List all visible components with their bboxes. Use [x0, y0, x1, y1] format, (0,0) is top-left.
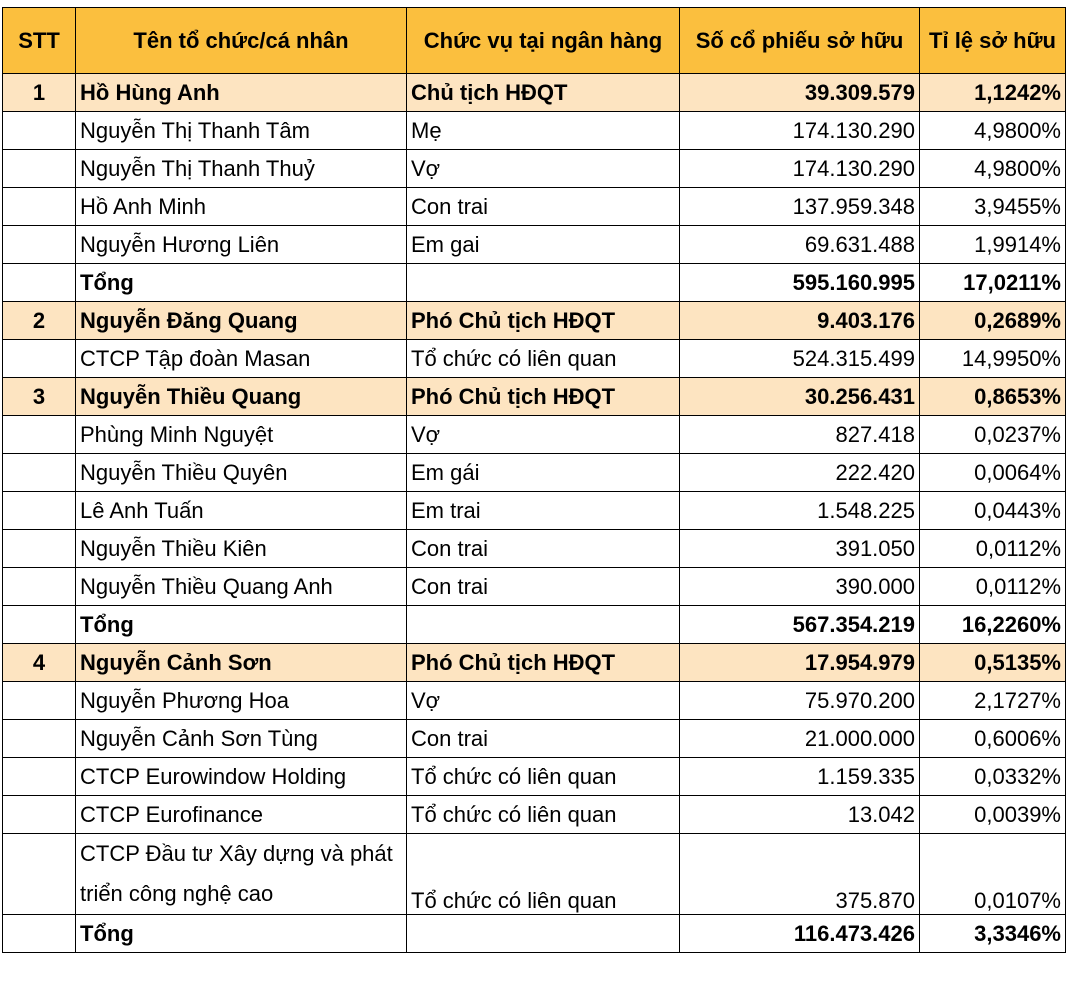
table-row	[3, 644, 1066, 682]
cell-shares: 9.403.176	[680, 302, 920, 340]
header-stt: STT	[3, 8, 76, 74]
cell-ratio: 4,9800%	[920, 150, 1066, 188]
total-row	[3, 606, 1066, 644]
cell-ratio: 3,3346%	[920, 915, 1066, 953]
cell-stt	[3, 834, 76, 915]
cell-ratio: 2,1727%	[920, 682, 1066, 720]
cell-role: Em gai	[407, 226, 680, 264]
cell-stt	[3, 915, 76, 953]
cell-ratio: 0,8653%	[920, 378, 1066, 416]
cell-ratio: 0,0443%	[920, 492, 1066, 530]
table-row	[3, 454, 1066, 492]
cell-name: Nguyễn Thị Thanh Thuỷ	[76, 150, 407, 188]
cell-shares: 1.159.335	[680, 758, 920, 796]
header-shares: Số cổ phiếu sở hữu	[680, 8, 920, 74]
header-role: Chức vụ tại ngân hàng	[407, 8, 680, 74]
cell-role: Phó Chủ tịch HĐQT	[407, 644, 680, 682]
cell-role: Phó Chủ tịch HĐQT	[407, 302, 680, 340]
cell-shares: 567.354.219	[680, 606, 920, 644]
total-row	[3, 915, 1066, 953]
cell-stt	[3, 188, 76, 226]
cell-stt	[3, 796, 76, 834]
cell-shares: 75.970.200	[680, 682, 920, 720]
cell-shares: 116.473.426	[680, 915, 920, 953]
cell-name: Hồ Anh Minh	[76, 188, 407, 226]
cell-role: Em gái	[407, 454, 680, 492]
cell-role: Mẹ	[407, 112, 680, 150]
cell-shares: 391.050	[680, 530, 920, 568]
table-row	[3, 682, 1066, 720]
cell-role	[407, 264, 680, 302]
cell-name: Tổng	[76, 606, 407, 644]
cell-shares: 524.315.499	[680, 340, 920, 378]
cell-ratio: 0,0107%	[920, 834, 1066, 915]
cell-stt: 4	[3, 644, 76, 682]
table-row	[3, 834, 1066, 915]
table-row	[3, 188, 1066, 226]
cell-shares: 174.130.290	[680, 112, 920, 150]
table-row	[3, 112, 1066, 150]
cell-shares: 13.042	[680, 796, 920, 834]
cell-name: CTCP Eurowindow Holding	[76, 758, 407, 796]
cell-stt	[3, 758, 76, 796]
cell-stt	[3, 492, 76, 530]
cell-stt	[3, 416, 76, 454]
table-row	[3, 340, 1066, 378]
cell-role: Con trai	[407, 568, 680, 606]
cell-name: Nguyễn Thiều Quang Anh	[76, 568, 407, 606]
cell-ratio: 14,9950%	[920, 340, 1066, 378]
cell-ratio: 4,9800%	[920, 112, 1066, 150]
cell-name: Tổng	[76, 915, 407, 953]
cell-name: CTCP Tập đoàn Masan	[76, 340, 407, 378]
table-row	[3, 720, 1066, 758]
cell-ratio: 3,9455%	[920, 188, 1066, 226]
cell-stt	[3, 454, 76, 492]
cell-ratio: 0,0237%	[920, 416, 1066, 454]
cell-name: CTCP Eurofinance	[76, 796, 407, 834]
cell-stt	[3, 530, 76, 568]
cell-stt	[3, 226, 76, 264]
cell-ratio: 0,6006%	[920, 720, 1066, 758]
cell-role: Tổ chức có liên quan	[407, 758, 680, 796]
cell-name: Nguyễn Cảnh Sơn Tùng	[76, 720, 407, 758]
cell-ratio: 0,2689%	[920, 302, 1066, 340]
cell-ratio: 1,9914%	[920, 226, 1066, 264]
cell-name: Nguyễn Cảnh Sơn	[76, 644, 407, 682]
cell-shares: 375.870	[680, 834, 920, 915]
cell-shares: 17.954.979	[680, 644, 920, 682]
cell-ratio: 0,0332%	[920, 758, 1066, 796]
cell-name: Nguyễn Thiều Quyên	[76, 454, 407, 492]
cell-name: Nguyễn Đăng Quang	[76, 302, 407, 340]
cell-ratio: 0,0112%	[920, 530, 1066, 568]
cell-stt: 3	[3, 378, 76, 416]
table-row	[3, 74, 1066, 112]
cell-shares: 39.309.579	[680, 74, 920, 112]
cell-name: Nguyễn Thiều Kiên	[76, 530, 407, 568]
table-row	[3, 378, 1066, 416]
cell-stt	[3, 150, 76, 188]
cell-name: Tổng	[76, 264, 407, 302]
cell-stt	[3, 340, 76, 378]
cell-ratio: 0,0112%	[920, 568, 1066, 606]
table-row	[3, 796, 1066, 834]
cell-role: Tổ chức có liên quan	[407, 340, 680, 378]
cell-shares: 390.000	[680, 568, 920, 606]
table-row	[3, 150, 1066, 188]
cell-role: Tổ chức có liên quan	[407, 834, 680, 915]
cell-stt	[3, 682, 76, 720]
cell-role: Chủ tịch HĐQT	[407, 74, 680, 112]
cell-name: CTCP Đầu tư Xây dựng và phát triển công nghệ cao	[76, 834, 407, 915]
cell-role: Vợ	[407, 416, 680, 454]
table-row	[3, 758, 1066, 796]
cell-stt: 1	[3, 74, 76, 112]
cell-shares: 222.420	[680, 454, 920, 492]
cell-ratio: 0,0064%	[920, 454, 1066, 492]
cell-name: Nguyễn Phương Hoa	[76, 682, 407, 720]
cell-role: Con trai	[407, 530, 680, 568]
cell-ratio: 1,1242%	[920, 74, 1066, 112]
cell-role: Con trai	[407, 188, 680, 226]
cell-ratio: 17,0211%	[920, 264, 1066, 302]
cell-role	[407, 606, 680, 644]
cell-stt	[3, 112, 76, 150]
cell-shares: 595.160.995	[680, 264, 920, 302]
cell-role: Tổ chức có liên quan	[407, 796, 680, 834]
cell-name: Nguyễn Thị Thanh Tâm	[76, 112, 407, 150]
cell-shares: 827.418	[680, 416, 920, 454]
cell-ratio: 0,0039%	[920, 796, 1066, 834]
cell-shares: 174.130.290	[680, 150, 920, 188]
cell-stt	[3, 606, 76, 644]
header-ratio: Tỉ lệ sở hữu	[920, 8, 1066, 74]
cell-role: Em trai	[407, 492, 680, 530]
table-row	[3, 492, 1066, 530]
cell-name: Lê Anh Tuấn	[76, 492, 407, 530]
cell-stt	[3, 720, 76, 758]
cell-name: Nguyễn Hương Liên	[76, 226, 407, 264]
cell-role: Vợ	[407, 682, 680, 720]
cell-shares: 30.256.431	[680, 378, 920, 416]
cell-role: Vợ	[407, 150, 680, 188]
cell-role: Phó Chủ tịch HĐQT	[407, 378, 680, 416]
table-row	[3, 416, 1066, 454]
shareholding-table	[2, 7, 1066, 953]
total-row	[3, 264, 1066, 302]
cell-shares: 137.959.348	[680, 188, 920, 226]
cell-ratio: 16,2260%	[920, 606, 1066, 644]
cell-shares: 21.000.000	[680, 720, 920, 758]
cell-role: Con trai	[407, 720, 680, 758]
cell-stt: 2	[3, 302, 76, 340]
table-header-row	[3, 8, 1066, 74]
table-row	[3, 568, 1066, 606]
cell-shares: 69.631.488	[680, 226, 920, 264]
cell-stt	[3, 264, 76, 302]
cell-role	[407, 915, 680, 953]
cell-ratio: 0,5135%	[920, 644, 1066, 682]
cell-shares: 1.548.225	[680, 492, 920, 530]
cell-name: Hồ Hùng Anh	[76, 74, 407, 112]
table-row	[3, 530, 1066, 568]
table-row	[3, 302, 1066, 340]
header-name: Tên tổ chức/cá nhân	[76, 8, 407, 74]
cell-name: Nguyễn Thiều Quang	[76, 378, 407, 416]
table-row	[3, 226, 1066, 264]
cell-name: Phùng Minh Nguyệt	[76, 416, 407, 454]
cell-stt	[3, 568, 76, 606]
